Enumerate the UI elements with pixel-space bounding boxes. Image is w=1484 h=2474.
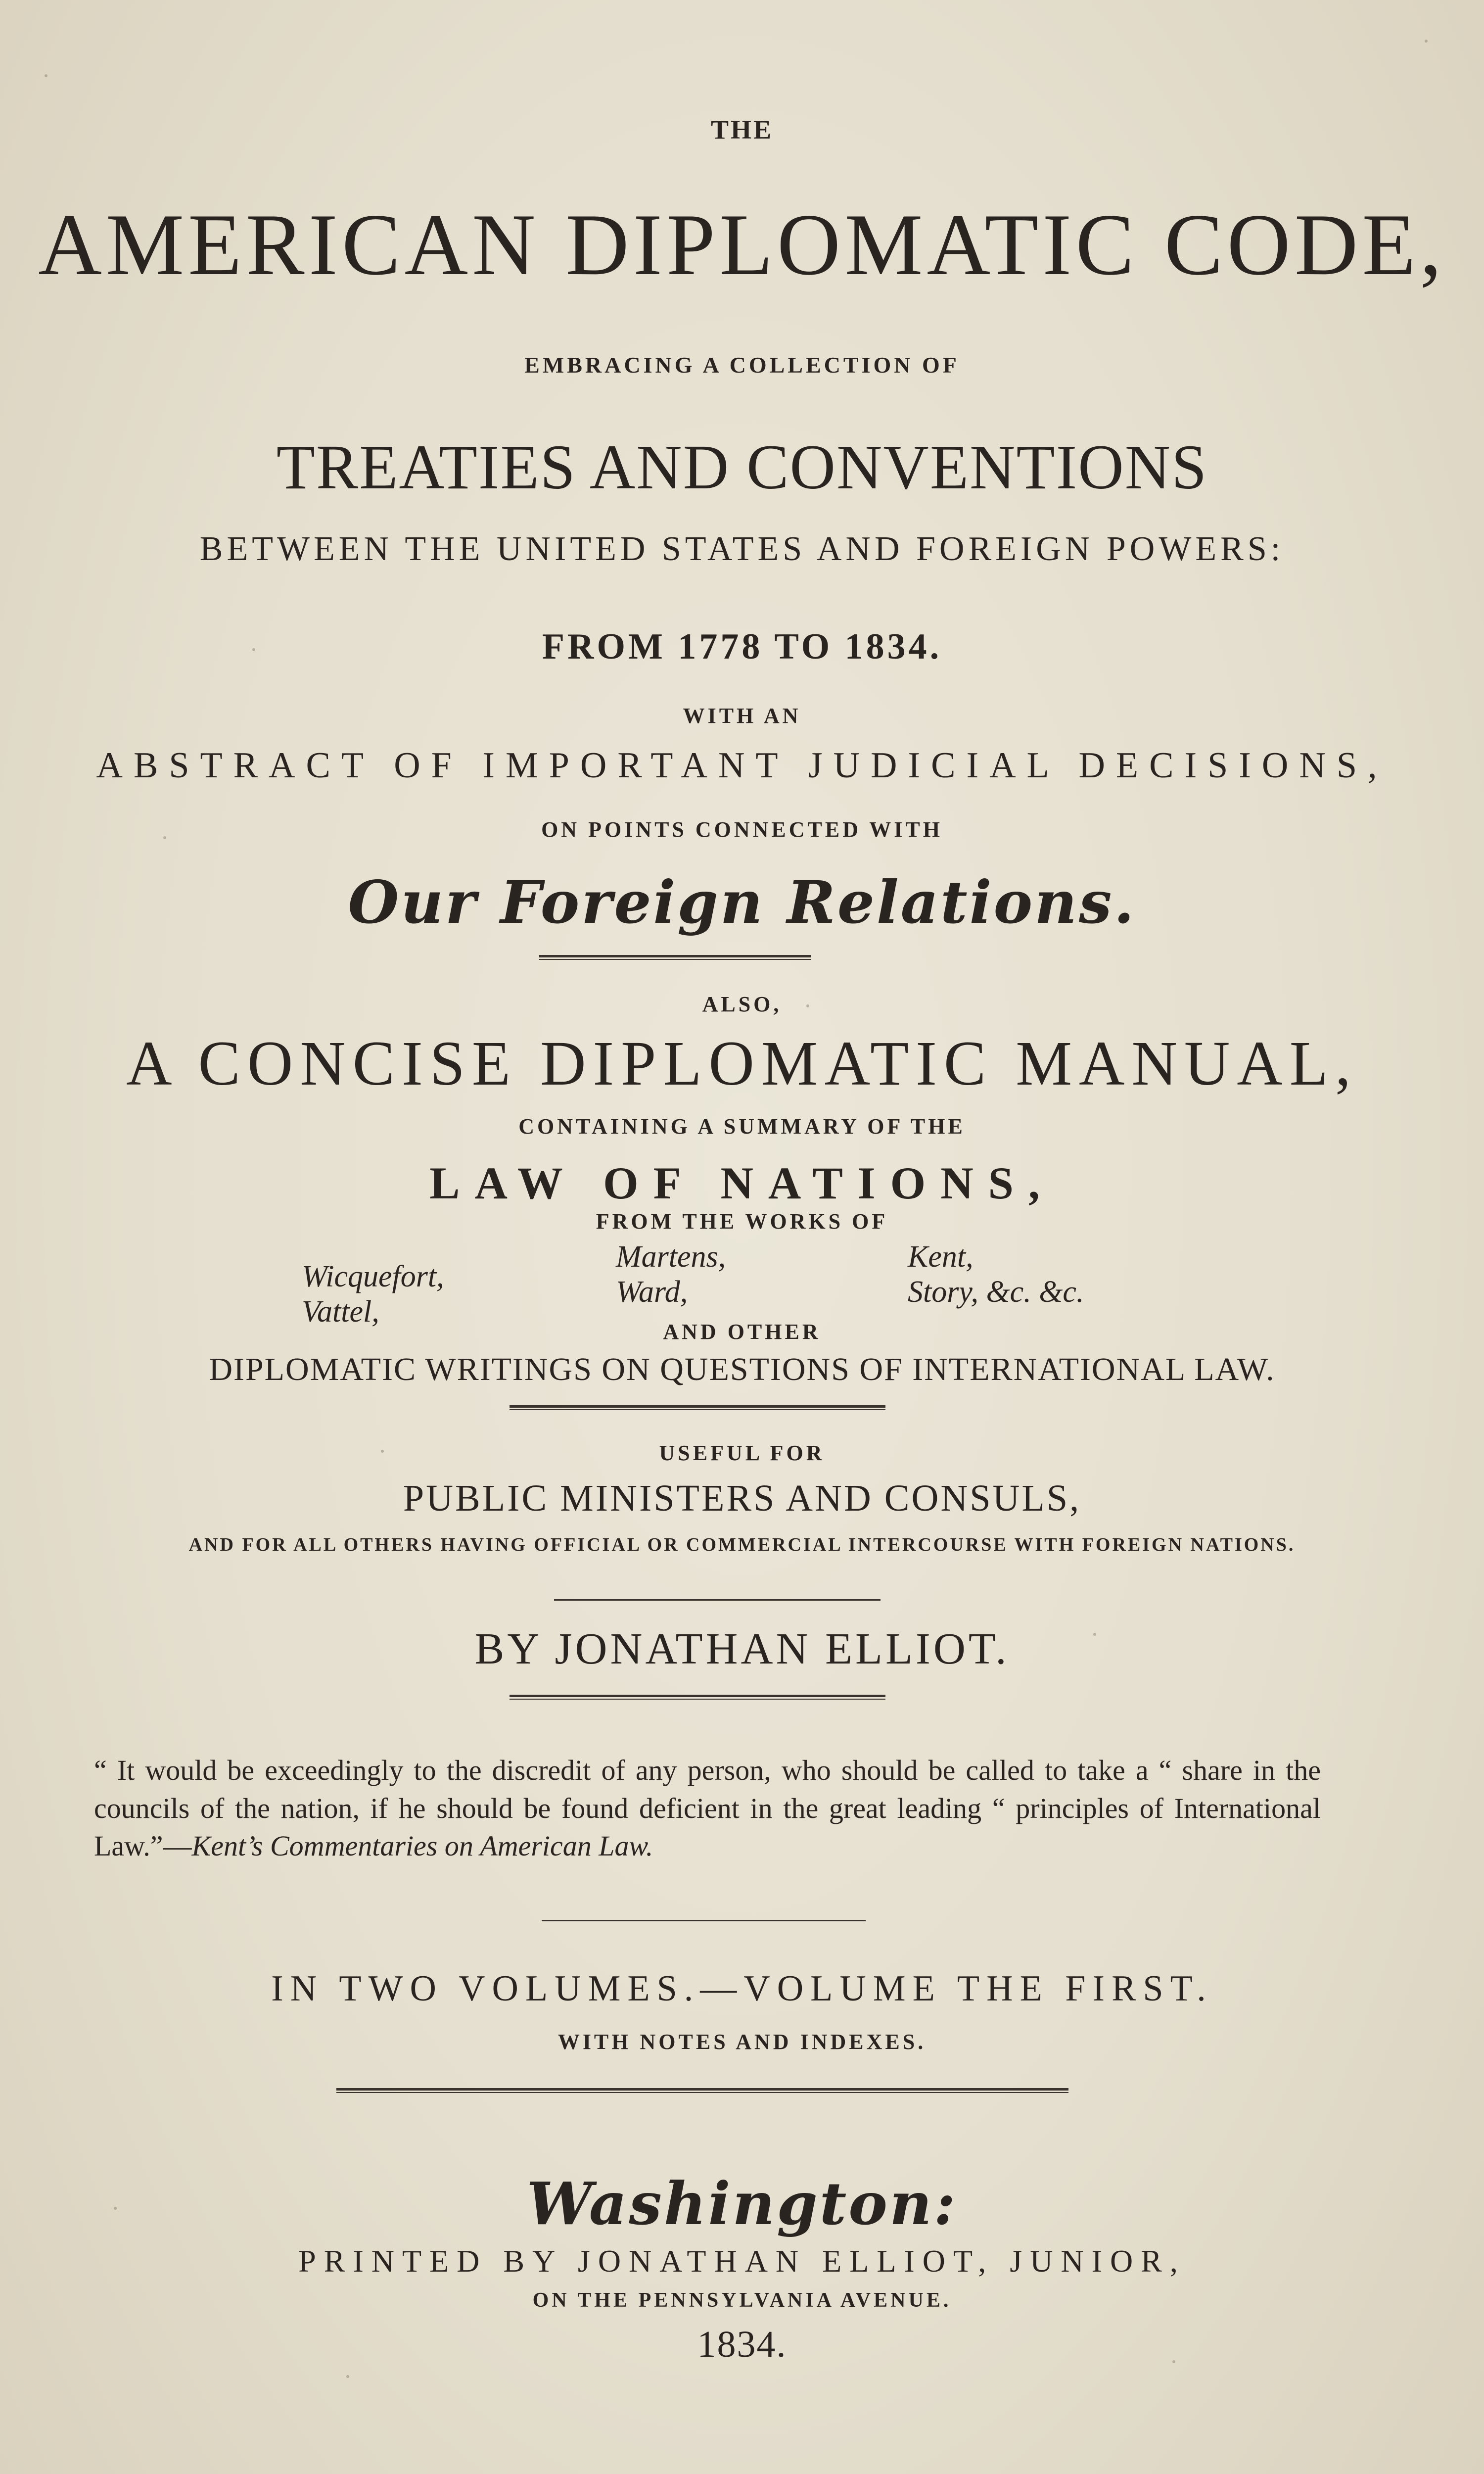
paper-speck xyxy=(1093,1633,1096,1636)
the-label: THE xyxy=(710,115,774,144)
author-vattel: Vattel, xyxy=(302,1295,379,1329)
paper-speck xyxy=(114,2207,117,2210)
author-wicquefort: Wicquefort, xyxy=(302,1260,444,1293)
treaties-heading: TREATIES AND CONVENTIONS xyxy=(276,432,1208,502)
paper-speck xyxy=(1172,2360,1175,2363)
abstract-heading: ABSTRACT OF IMPORTANT JUDICIAL DECISIONS, xyxy=(96,745,1388,786)
divider-rule xyxy=(554,1599,881,1602)
author-kent: Kent, xyxy=(908,1240,974,1274)
others-line: AND FOR ALL OTHERS HAVING OFFICIAL OR COMMERCIAL INTERCOURSE WITH FOREIGN NATIONS. xyxy=(188,1534,1296,1555)
authors-column-2 xyxy=(616,1239,726,1310)
authors-column-3 xyxy=(908,1239,1084,1310)
divider-rule xyxy=(510,1405,885,1410)
place-heading: Washington: xyxy=(526,2169,958,2238)
paper-speck xyxy=(381,1450,384,1453)
quote-reference: Kent’s Commentaries on American Law. xyxy=(191,1830,653,1862)
date-range: FROM 1778 TO 1834. xyxy=(542,626,942,667)
paper-speck xyxy=(163,836,166,839)
divider-rule xyxy=(510,1695,885,1700)
manual-heading: A CONCISE DIPLOMATIC MANUAL, xyxy=(126,1028,1358,1098)
writings-line: DIPLOMATIC WRITINGS ON QUESTIONS OF INTERNATIONAL LAW. xyxy=(209,1351,1275,1387)
paper-speck xyxy=(346,2375,349,2378)
divider-rule xyxy=(336,2088,1068,2093)
and-other-line: AND OTHER xyxy=(663,1320,821,1344)
between-line: BETWEEN THE UNITED STATES AND FOREIGN POWERS: xyxy=(199,530,1285,568)
divider-rule xyxy=(542,1920,866,1923)
epigraph-quote xyxy=(94,1752,1321,1865)
embracing-line: EMBRACING A COLLECTION OF xyxy=(524,352,960,378)
from-works-line: FROM THE WORKS OF xyxy=(596,1209,888,1234)
author-line: BY JONATHAN ELLIOT. xyxy=(474,1624,1010,1673)
divider-rule xyxy=(539,955,811,960)
quote-text: “ It would be exceedingly to the discredit of any person, who should be called to take a “ share in the councils of the nation, if he should be found deficient in the great leading “ principles of International Law.”— xyxy=(94,1754,1321,1862)
author-ward: Ward, xyxy=(616,1275,688,1309)
ministers-line: PUBLIC MINISTERS AND CONSULS, xyxy=(403,1477,1081,1519)
paper-speck xyxy=(1425,40,1428,43)
author-story: Story, &c. &c. xyxy=(908,1275,1084,1309)
author-martens: Martens, xyxy=(616,1240,726,1274)
paper-speck xyxy=(45,74,47,77)
foreign-relations-heading: Our Foreign Relations. xyxy=(348,868,1136,937)
paper-speck xyxy=(252,648,255,651)
paper-speck xyxy=(806,1004,809,1007)
year-line: 1834. xyxy=(697,2324,787,2365)
useful-for-line: USEFUL FOR xyxy=(659,1441,825,1465)
notes-line: WITH NOTES AND INDEXES. xyxy=(557,2030,927,2054)
avenue-line: ON THE PENNSYLVANIA AVENUE. xyxy=(532,2289,952,2312)
also-line: ALSO, xyxy=(702,992,782,1016)
law-of-nations-heading: LAW OF NATIONS, xyxy=(429,1158,1055,1208)
volumes-line: IN TWO VOLUMES.—VOLUME THE FIRST. xyxy=(271,1968,1213,2009)
with-an-line: WITH AN xyxy=(683,704,801,728)
on-points-line: ON POINTS CONNECTED WITH xyxy=(541,817,943,842)
printer-line: PRINTED BY JONATHAN ELLIOT, JUNIOR, xyxy=(298,2243,1186,2279)
authors-column-1 xyxy=(302,1239,444,1330)
containing-line: CONTAINING A SUMMARY OF THE xyxy=(518,1114,966,1139)
main-title: AMERICAN DIPLOMATIC CODE, xyxy=(38,195,1446,293)
